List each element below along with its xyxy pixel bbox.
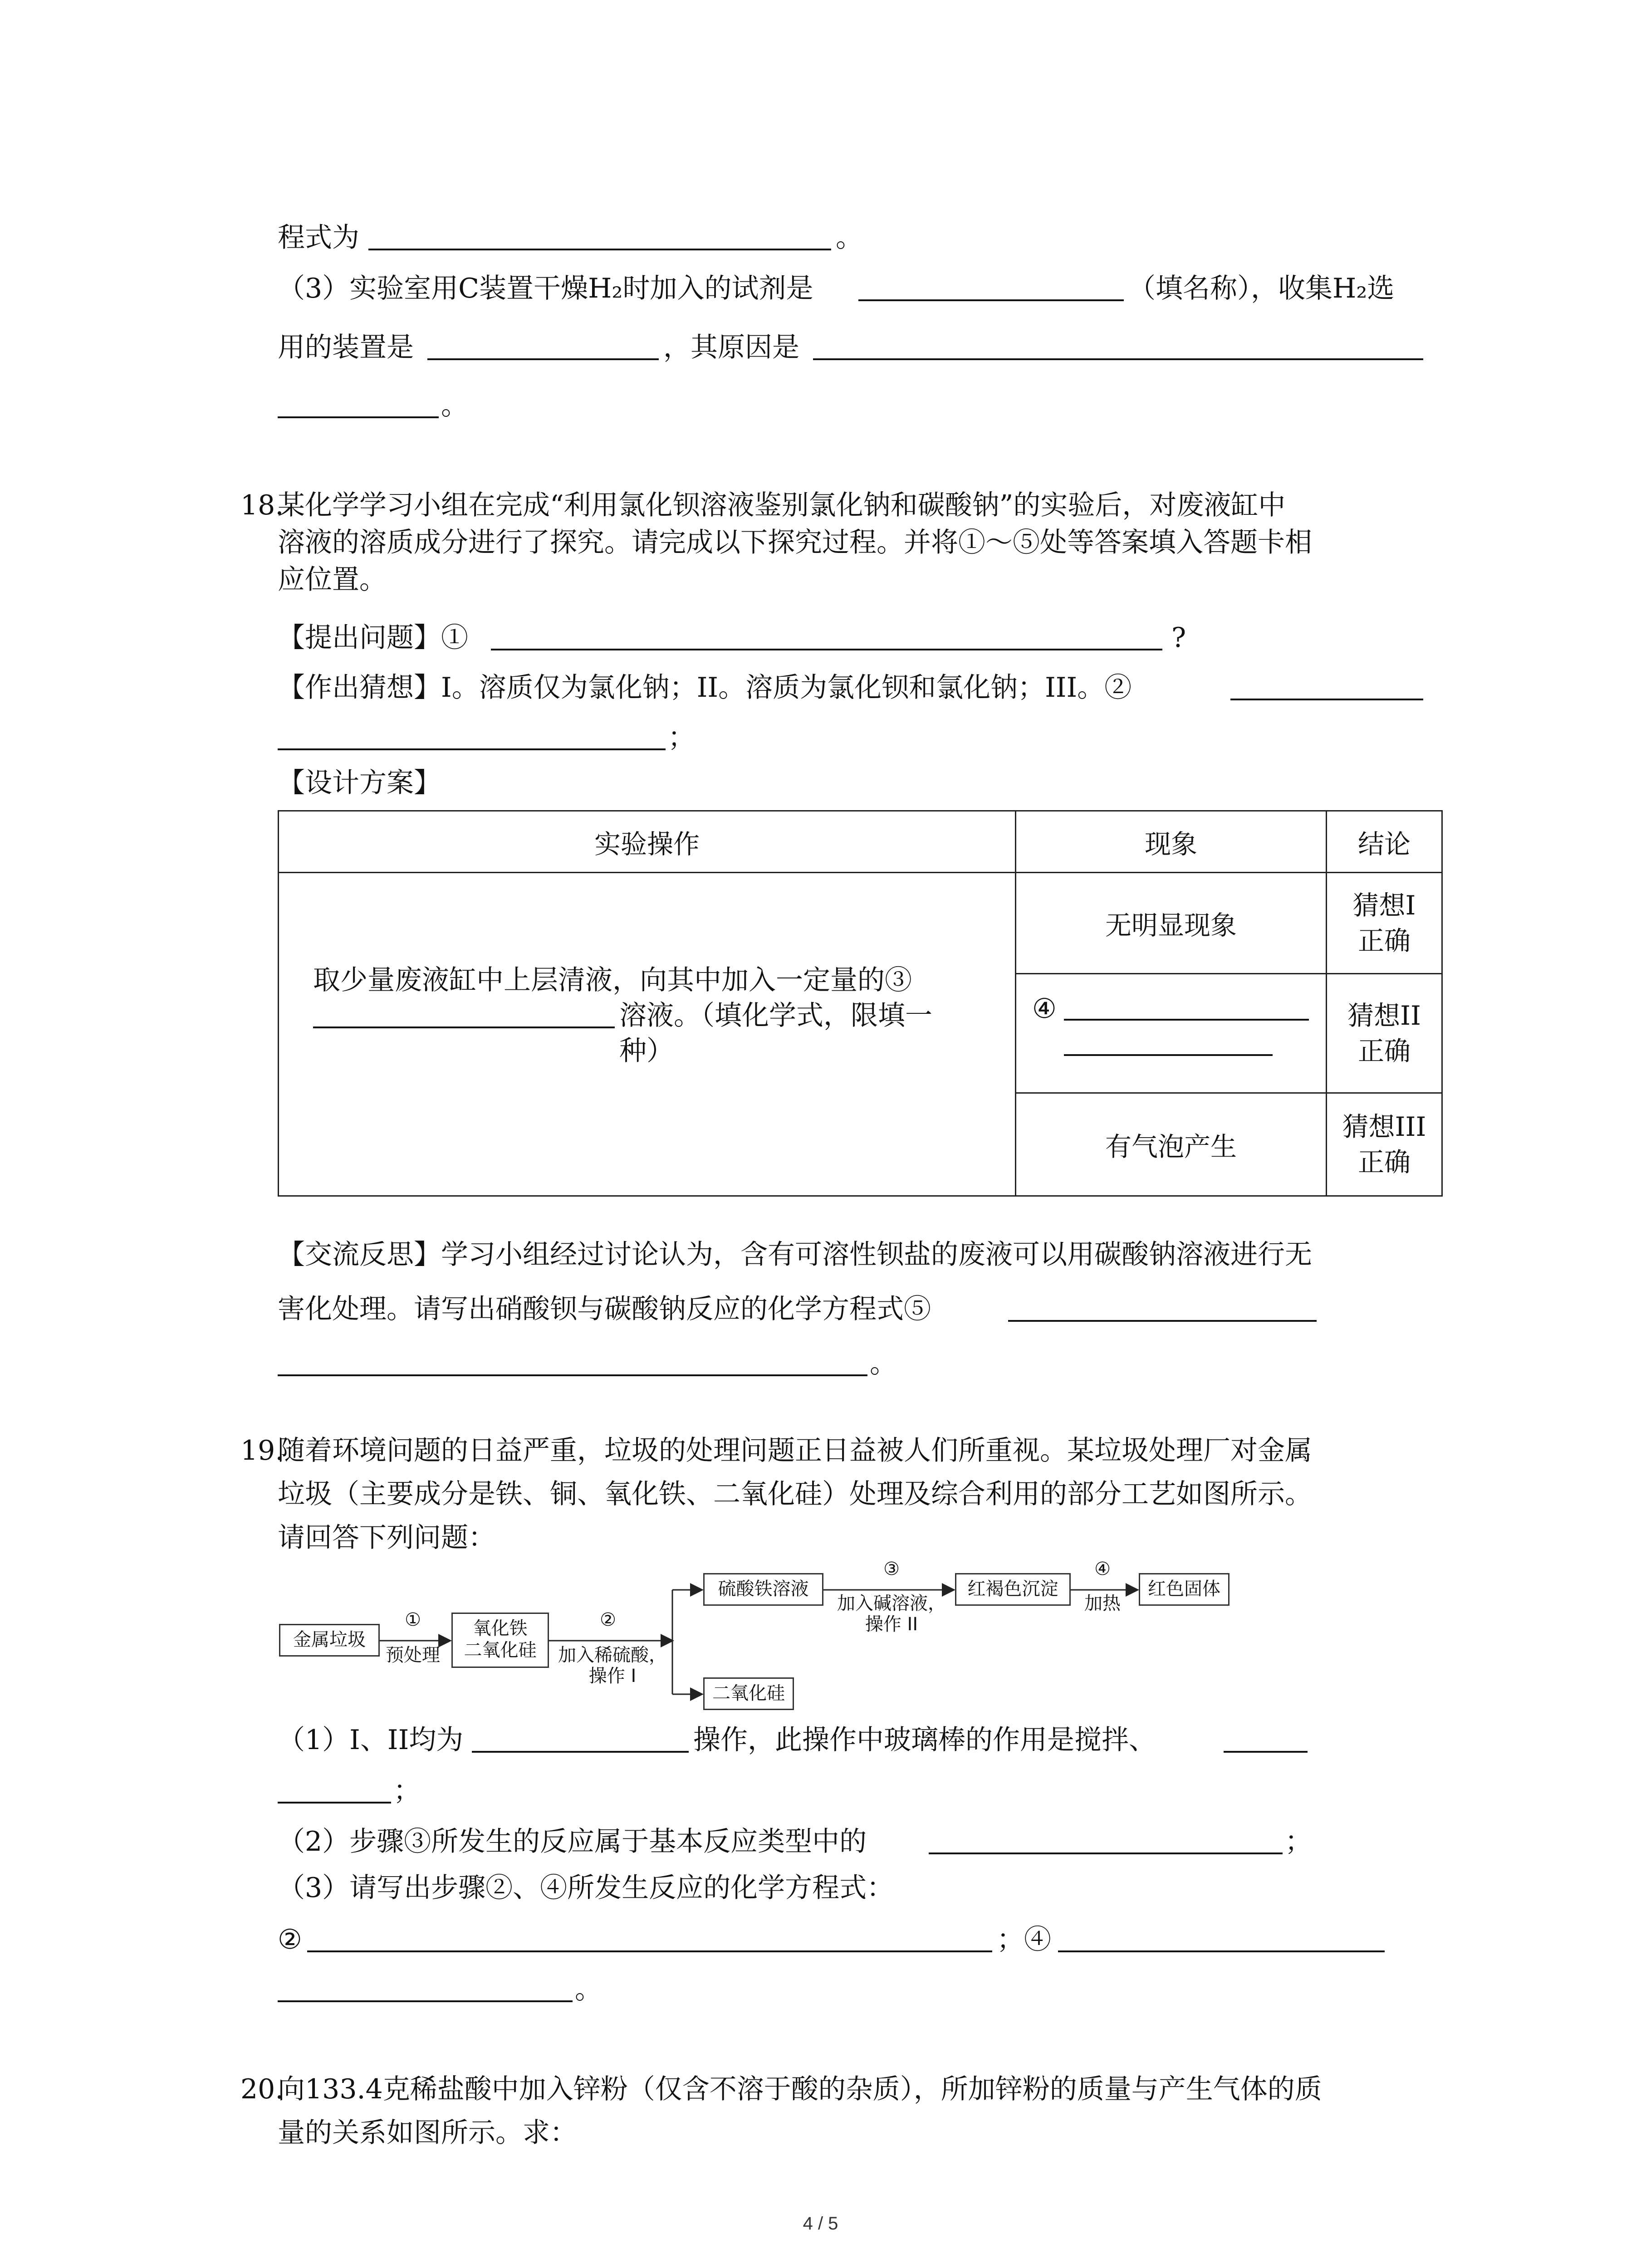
punctuation: ；	[1285, 1826, 1312, 1857]
question-number: 18.	[240, 489, 284, 521]
step-label: 加入碱溶液，	[837, 1593, 946, 1614]
conclusion-text: 猜想III	[1342, 1111, 1426, 1143]
step-label: 加入稀硫酸，	[558, 1645, 667, 1666]
step-label: 预处理	[386, 1645, 440, 1666]
box-silica: 二氧化硅	[703, 1677, 794, 1710]
phenomenon-cell: 有气泡产生	[1016, 1093, 1327, 1196]
conclusion-text: 猜想II	[1347, 1000, 1421, 1031]
question-number: 20.	[240, 2073, 284, 2105]
conclusion-text: 正确	[1357, 1147, 1411, 1178]
box-metal-garbage: 金属垃圾	[279, 1624, 380, 1657]
q19-line: 随着环境问题的日益严重，垃圾的处理问题正日益被人们所重视。某垃圾处理厂对金属	[278, 1435, 1312, 1466]
answer-blank[interactable]	[1224, 1751, 1308, 1753]
operation-text-c: 种）	[619, 1035, 674, 1067]
table-header-conclusion: 结论	[1327, 811, 1442, 873]
page-number: 4 / 5	[803, 2214, 838, 2234]
q19-line: 垃圾（主要成分是铁、铜、氧化铁、二氧化硅）处理及综合利用的部分工艺如图所示。	[278, 1478, 1312, 1510]
q18-reflect: 害化处理。请写出硝酸钡与碳酸钠反应的化学方程式⑤	[278, 1293, 931, 1325]
step-label: 加热	[1084, 1593, 1121, 1614]
table-header-phenomenon: 现象	[1016, 811, 1327, 873]
q18-design: 【设计方案】	[278, 767, 441, 799]
phenomenon-cell: 无明显现象	[1016, 873, 1327, 974]
answer-blank[interactable]	[307, 1950, 992, 1952]
q3-text-a: （3）实验室用C装置干燥H₂时加入的试剂是	[278, 273, 813, 304]
punctuation: ；	[393, 1775, 421, 1807]
q19-s1-b: 操作，此操作中玻璃棒的作用是搅拌、	[693, 1724, 1156, 1756]
formula-line-prefix: 程式为	[278, 222, 359, 254]
conclusion-text: 猜想I	[1352, 890, 1416, 921]
operation-text-b: 溶液。（填化学式，限填一	[619, 1000, 932, 1031]
q18-reflect: 【交流反思】学习小组经过讨论认为，含有可溶性钡盐的废液可以用碳酸钠溶液进行无	[278, 1239, 1312, 1271]
q20-line: 量的关系如图所示。求：	[278, 2117, 577, 2149]
q19-s1-a: （1）I、II均为	[278, 1724, 464, 1756]
punctuation: 。	[870, 1348, 897, 1379]
operation-text-a: 取少量废液缸中上层清液，向其中加入一定量的③	[313, 964, 912, 996]
punctuation: ?	[1171, 622, 1186, 654]
box-iron-oxide-silica	[451, 1613, 549, 1668]
q3-text-d: ，其原因是	[663, 332, 799, 363]
q19-s2: （2）步骤③所发生的反应属于基本反应类型中的	[278, 1826, 867, 1857]
step-number: ③	[883, 1559, 900, 1579]
q19-line: 请回答下列问题：	[278, 1522, 495, 1554]
punctuation: 。	[575, 1974, 602, 2005]
q20-line: 向133.4克稀盐酸中加入锌粉（仅含不溶于酸的杂质），所加锌粉的质量与产生气体的质	[278, 2073, 1322, 2105]
conclusion-text: 正确	[1357, 1035, 1411, 1066]
conclusion-text: 正确	[1357, 925, 1411, 956]
q18-line: 应位置。	[278, 564, 387, 596]
q3-text-b: （填名称），收集H₂选	[1128, 273, 1395, 304]
q18-line: 溶液的溶质成分进行了探究。请完成以下探究过程。并将①～⑤处等答案填入答题卡相	[278, 527, 1312, 558]
q18-line: 某化学学习小组在完成“利用氯化钡溶液鉴别氯化钠和碳酸钠”的实验后，对废液缸中	[278, 489, 1286, 521]
answer-blank[interactable]	[278, 1802, 391, 1804]
step-number: ④	[1094, 1559, 1111, 1579]
answer-blank[interactable]	[278, 2000, 573, 2002]
blank-marker: ②	[278, 1924, 302, 1955]
q18-ask: 【提出问题】①	[278, 622, 468, 654]
step-label: 操作 I	[588, 1666, 637, 1686]
punctuation: ；	[668, 722, 695, 753]
step-label: 操作 II	[865, 1614, 918, 1635]
step-number: ②	[600, 1609, 616, 1630]
step-number: ①	[405, 1609, 421, 1630]
q18-guess: 【作出猜想】I。溶质仅为氯化钠；II。溶质为氯化钡和氯化钠；III。②	[278, 672, 1132, 704]
q3-text-c: 用的装置是	[278, 332, 414, 363]
punctuation: 。	[441, 390, 468, 421]
box-reddish-brown-precipitate: 红褐色沉淀	[955, 1573, 1071, 1606]
blank-marker: ④	[1032, 992, 1057, 1025]
punctuation: 。	[836, 222, 863, 254]
answer-blank[interactable]	[1058, 1950, 1385, 1952]
box-text: 二氧化硅	[464, 1640, 537, 1661]
q19-s3: （3）请写出步骤②、④所发生反应的化学方程式：	[278, 1872, 894, 1904]
box-text: 氧化铁	[473, 1618, 528, 1639]
answer-blank[interactable]	[472, 1751, 689, 1753]
table-header-operation: 实验操作	[279, 811, 1016, 873]
blank-marker: ；④	[997, 1924, 1051, 1955]
answer-blank[interactable]	[929, 1853, 1283, 1854]
box-iron-sulfate-solution: 硫酸铁溶液	[703, 1573, 823, 1606]
question-number: 19.	[240, 1435, 284, 1466]
box-red-solid: 红色固体	[1139, 1573, 1230, 1606]
